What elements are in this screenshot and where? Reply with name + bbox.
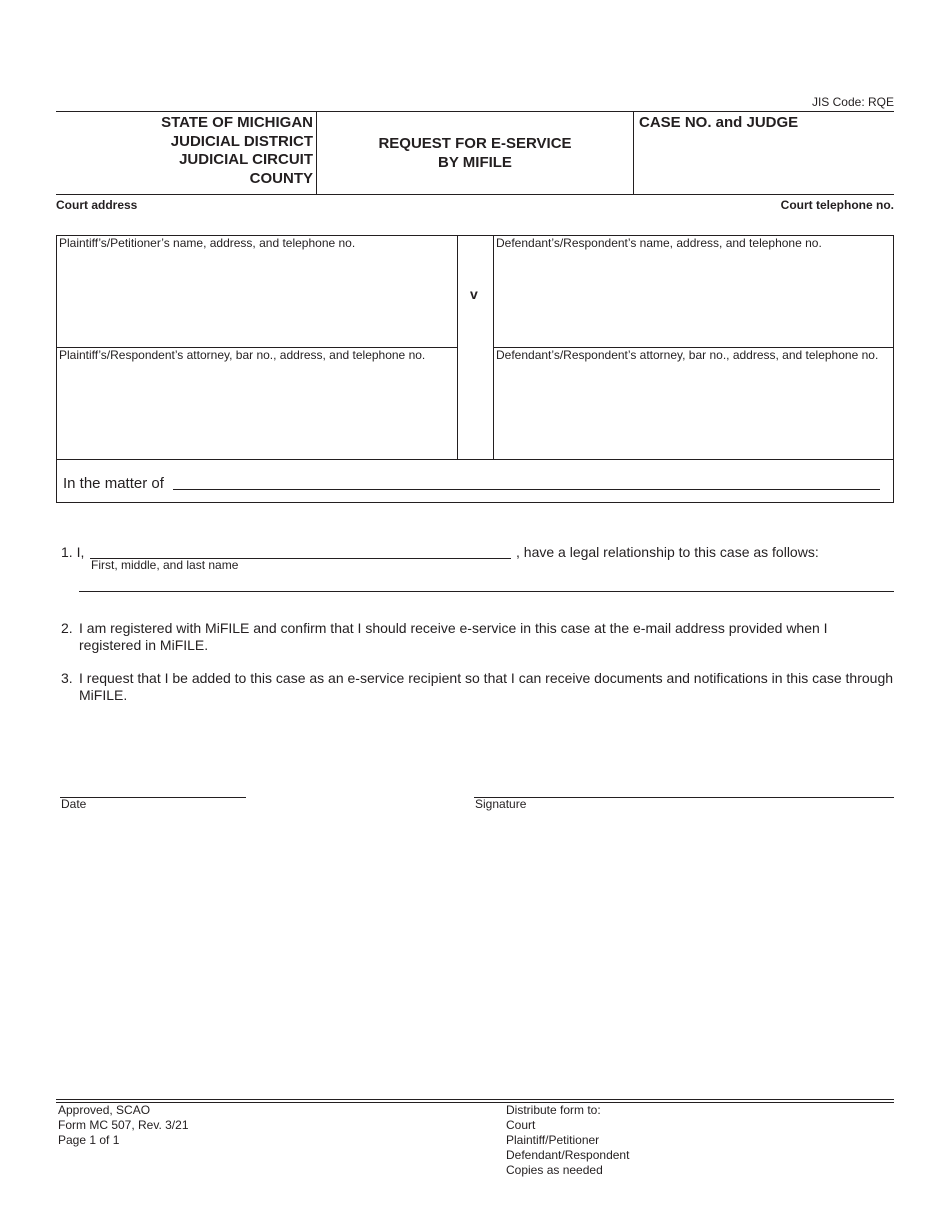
defendant-label: Defendant’s/Respondent’s name, address, and telephone no. [496,236,822,250]
approved-label: Approved, SCAO [58,1103,151,1117]
parties-box [56,235,894,503]
jis-code: JIS Code: RQE [811,95,894,109]
plaintiff-label: Plaintiff’s/Petitioner’s name, address, and telephone no. [59,236,356,250]
versus-column [457,236,494,459]
distribute-court: Court [506,1118,536,1132]
signature-label: Signature [475,797,527,811]
name-caption: First, middle, and last name [91,558,239,572]
item-3-text: I request that I be added to this case as an e-service recipient so that I can receive documents and notifications in this case through MiFILE. [79,670,894,703]
date-input-line[interactable] [60,797,246,798]
circuit-label: JUDICIAL CIRCUIT [179,151,313,168]
defendant-attorney-label: Defendant’s/Respondent’s attorney, bar no., address, and telephone no. [496,348,879,362]
form-title-line-1: REQUEST FOR E-SERVICE [378,135,572,152]
county-label: COUNTY [249,169,313,187]
case-number-label: CASE NO. and JUDGE [639,114,799,131]
versus-label: v [470,286,478,302]
item-2-text: I am registered with MiFILE and confirm that I should receive e-service in this case at the e-mail address provided when I registered in MiFILE. [79,620,828,653]
plaintiff-field[interactable] [57,236,457,347]
case-number-field[interactable] [634,112,894,194]
state-label: STATE OF MICHIGAN [161,114,313,131]
relationship-input-line[interactable] [79,591,894,592]
defendant-field[interactable] [494,236,894,347]
distribute-defendant: Defendant/Respondent [506,1148,630,1162]
item-3-number: 3. [61,670,73,686]
form-number-label: Form MC 507, Rev. 3/21 [58,1118,189,1132]
plaintiff-attorney-field[interactable] [57,348,457,459]
page-count-label: Page 1 of 1 [58,1133,120,1147]
item-1-suffix: , have a legal relationship to this case as follows: [516,544,819,560]
distribution-list [506,1103,629,1178]
matter-divider [57,459,893,460]
form-title-line-2: BY MIFILE [438,154,512,171]
form-header [56,111,894,195]
form-approval-info [58,1103,189,1148]
plaintiff-attorney-label: Plaintiff’s/Respondent’s attorney, bar no., address, and telephone no. [59,348,426,362]
court-jurisdiction-block [56,112,317,194]
matter-input-line[interactable] [173,489,880,490]
distribute-heading: Distribute form to: [506,1103,601,1117]
distribute-copies: Copies as needed [506,1163,603,1177]
item-1-prefix: 1. I, [61,544,85,560]
item-2-number: 2. [61,620,73,636]
district-label: JUDICIAL DISTRICT [170,132,313,150]
form-title [317,112,634,194]
matter-label: In the matter of [63,475,164,492]
court-address-label: Court address [56,198,138,212]
court-telephone-label: Court telephone no. [780,198,894,212]
distribute-plaintiff: Plaintiff/Petitioner [506,1133,600,1147]
footer-rule-top [56,1099,894,1100]
date-label: Date [61,797,87,811]
defendant-attorney-field[interactable] [494,348,894,459]
signature-input-line[interactable] [474,797,894,798]
